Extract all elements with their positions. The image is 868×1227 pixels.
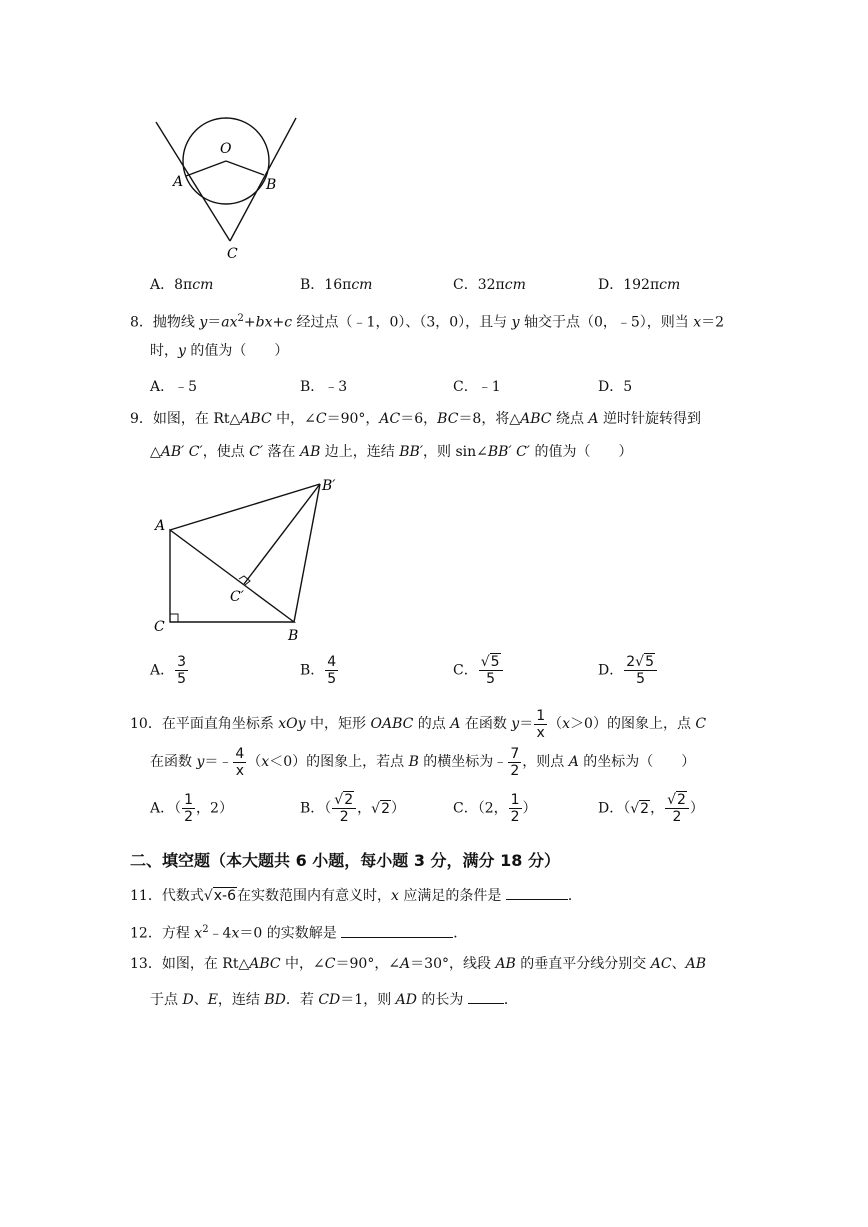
q10-fraction-4-over-x: $\frac{4}{x}$ xyxy=(235,745,245,779)
q11-line: 11．代数式√x-6在实数范围内有意义时，x 应满足的条件是 ． xyxy=(130,888,582,904)
section-heading: 二、填空题（本大题共 6 小题，每小题 3 分，满分 18 分） xyxy=(130,851,560,870)
q8-option-c: C．﹣1 xyxy=(453,379,501,395)
sqrt-symbol: √2 xyxy=(667,792,686,808)
q9-option-d: D． $\frac{2√5}{5}$ xyxy=(598,654,658,687)
q10-line2: 在函数 y＝﹣ $\frac{4}{x}$ （x＜0）的图象上，若点 B 的横坐标为﹣ $\frac{7}{2}$ ，则点 A 的坐标为（ ） xyxy=(150,745,696,779)
q13-line1: 13．如图，在 Rt△ABC 中，∠C＝90°，∠A＝30°，线段 AB 的垂直平分线分别交 AC、AB xyxy=(130,956,706,972)
q9-right-angle-c xyxy=(170,614,178,622)
q7-option-b: B．16πcm xyxy=(300,277,373,293)
q9-line1: 9．如图，在 Rt△ABC 中，∠C＝90°，AC＝6，BC＝8，将△ABC 绕点 A 逆时针旋转得到 xyxy=(130,411,701,427)
q8-option-a: A．﹣5 xyxy=(150,379,198,395)
q10-line1: 10．在平面直角坐标系 xOy 中，矩形 OABC 的点 A 在函数 y＝ $\frac{1}{x}$ （x＞0）的图象上，点 C xyxy=(130,707,707,741)
q7-tangent-left xyxy=(156,122,230,241)
q10-option-b: B．（ $\frac{√2}{2}$ ，√2） xyxy=(300,792,405,825)
q10-option-d: D．（√2， $\frac{√2}{2}$ ） xyxy=(598,792,704,825)
q7-radius-oa xyxy=(186,161,226,176)
sqrt-symbol: √2 xyxy=(371,800,390,817)
sqrt-symbol: √2 xyxy=(334,792,354,808)
q8-line2: 时，y 的值为（ ） xyxy=(150,343,289,359)
q12-answer-blank[interactable] xyxy=(341,937,453,938)
q7-label-b: B xyxy=(266,177,277,193)
q13-answer-blank[interactable] xyxy=(468,1003,504,1004)
q9-label-b: B xyxy=(288,628,299,644)
q9-line-bb-prime xyxy=(294,484,320,622)
q8-option-b: B．﹣3 xyxy=(300,379,348,395)
q11-answer-blank[interactable] xyxy=(506,899,568,900)
q9-figure xyxy=(150,475,350,647)
q9-option-a-fraction: $\frac{3}{5}$ xyxy=(177,654,187,687)
q8-line1: 8．抛物线 $y=ax^2+bx+c$ 经过点（﹣1，0）、（3，0），且与 y 轴交于点（0，﹣5），则当 x＝2 xyxy=(130,313,725,331)
q9-label-c-prime: C′ xyxy=(230,589,244,605)
q9-option-d-fraction: $\frac{2√5}{5}$ xyxy=(624,654,657,687)
q7-label-o: O xyxy=(220,141,232,157)
q7-tangent-right xyxy=(230,118,296,241)
q9-label-b-prime: B′ xyxy=(322,478,336,494)
q7-radius-ob xyxy=(226,161,264,175)
q13-line2: 于点 D、E，连结 BD．若 CD＝1，则 AD 的长为 ． xyxy=(150,992,518,1008)
q9-label-a: A xyxy=(155,518,166,534)
q10-fraction-1-over-x: $\frac{1}{x}$ xyxy=(536,707,546,741)
q7-option-a: A．8πcm xyxy=(150,277,214,293)
q9-line-b-prime-c-prime xyxy=(244,484,320,584)
q9-label-c: C xyxy=(154,619,165,635)
q10-option-d-fraction: $\frac{√2}{2}$ xyxy=(665,792,689,825)
q9-option-c-fraction: $\frac{√5}{5}$ xyxy=(479,654,503,687)
q7-option-c: C．32πcm xyxy=(453,277,526,293)
q9-option-b: B． $\frac{4}{5}$ xyxy=(300,654,337,687)
q7-label-c: C xyxy=(227,246,238,262)
q7-label-a: A xyxy=(173,174,184,190)
sqrt-symbol: √5 xyxy=(480,654,500,670)
q8-option-d: D．5 xyxy=(598,379,633,395)
q12-line: 12．方程 $x^2﹣4x=0$ 的实数解是 ． xyxy=(130,924,468,942)
q10-option-c: C．（2， $\frac{1}{2}$ ） xyxy=(453,792,537,825)
sqrt-symbol: √x-6 xyxy=(203,888,236,904)
q10-option-a-fraction: $\frac{1}{2}$ xyxy=(184,792,194,825)
sqrt-symbol: √2 xyxy=(630,800,650,817)
q10-fraction-7-over-2: $\frac{7}{2}$ xyxy=(510,745,520,779)
q9-line-ab-prime xyxy=(170,484,320,530)
q10-option-b-fraction: $\frac{√2}{2}$ xyxy=(332,792,356,825)
q9-option-b-fraction: $\frac{4}{5}$ xyxy=(327,654,337,687)
q10-option-a: A．（ $\frac{1}{2}$ ，2） xyxy=(150,792,233,825)
q9-option-c: C． $\frac{√5}{5}$ xyxy=(453,654,504,687)
q9-option-a: A． $\frac{3}{5}$ xyxy=(150,654,187,687)
sqrt-symbol: √5 xyxy=(635,654,654,670)
q7-figure xyxy=(150,108,310,268)
q9-line2: △AB′ C′，使点 C′ 落在 AB 边上，连结 BB′，则 sin∠BB′ C′ 的值为（ ） xyxy=(150,444,633,460)
q7-option-d: D．192πcm xyxy=(598,277,681,293)
q10-option-c-fraction: $\frac{1}{2}$ xyxy=(510,792,520,825)
